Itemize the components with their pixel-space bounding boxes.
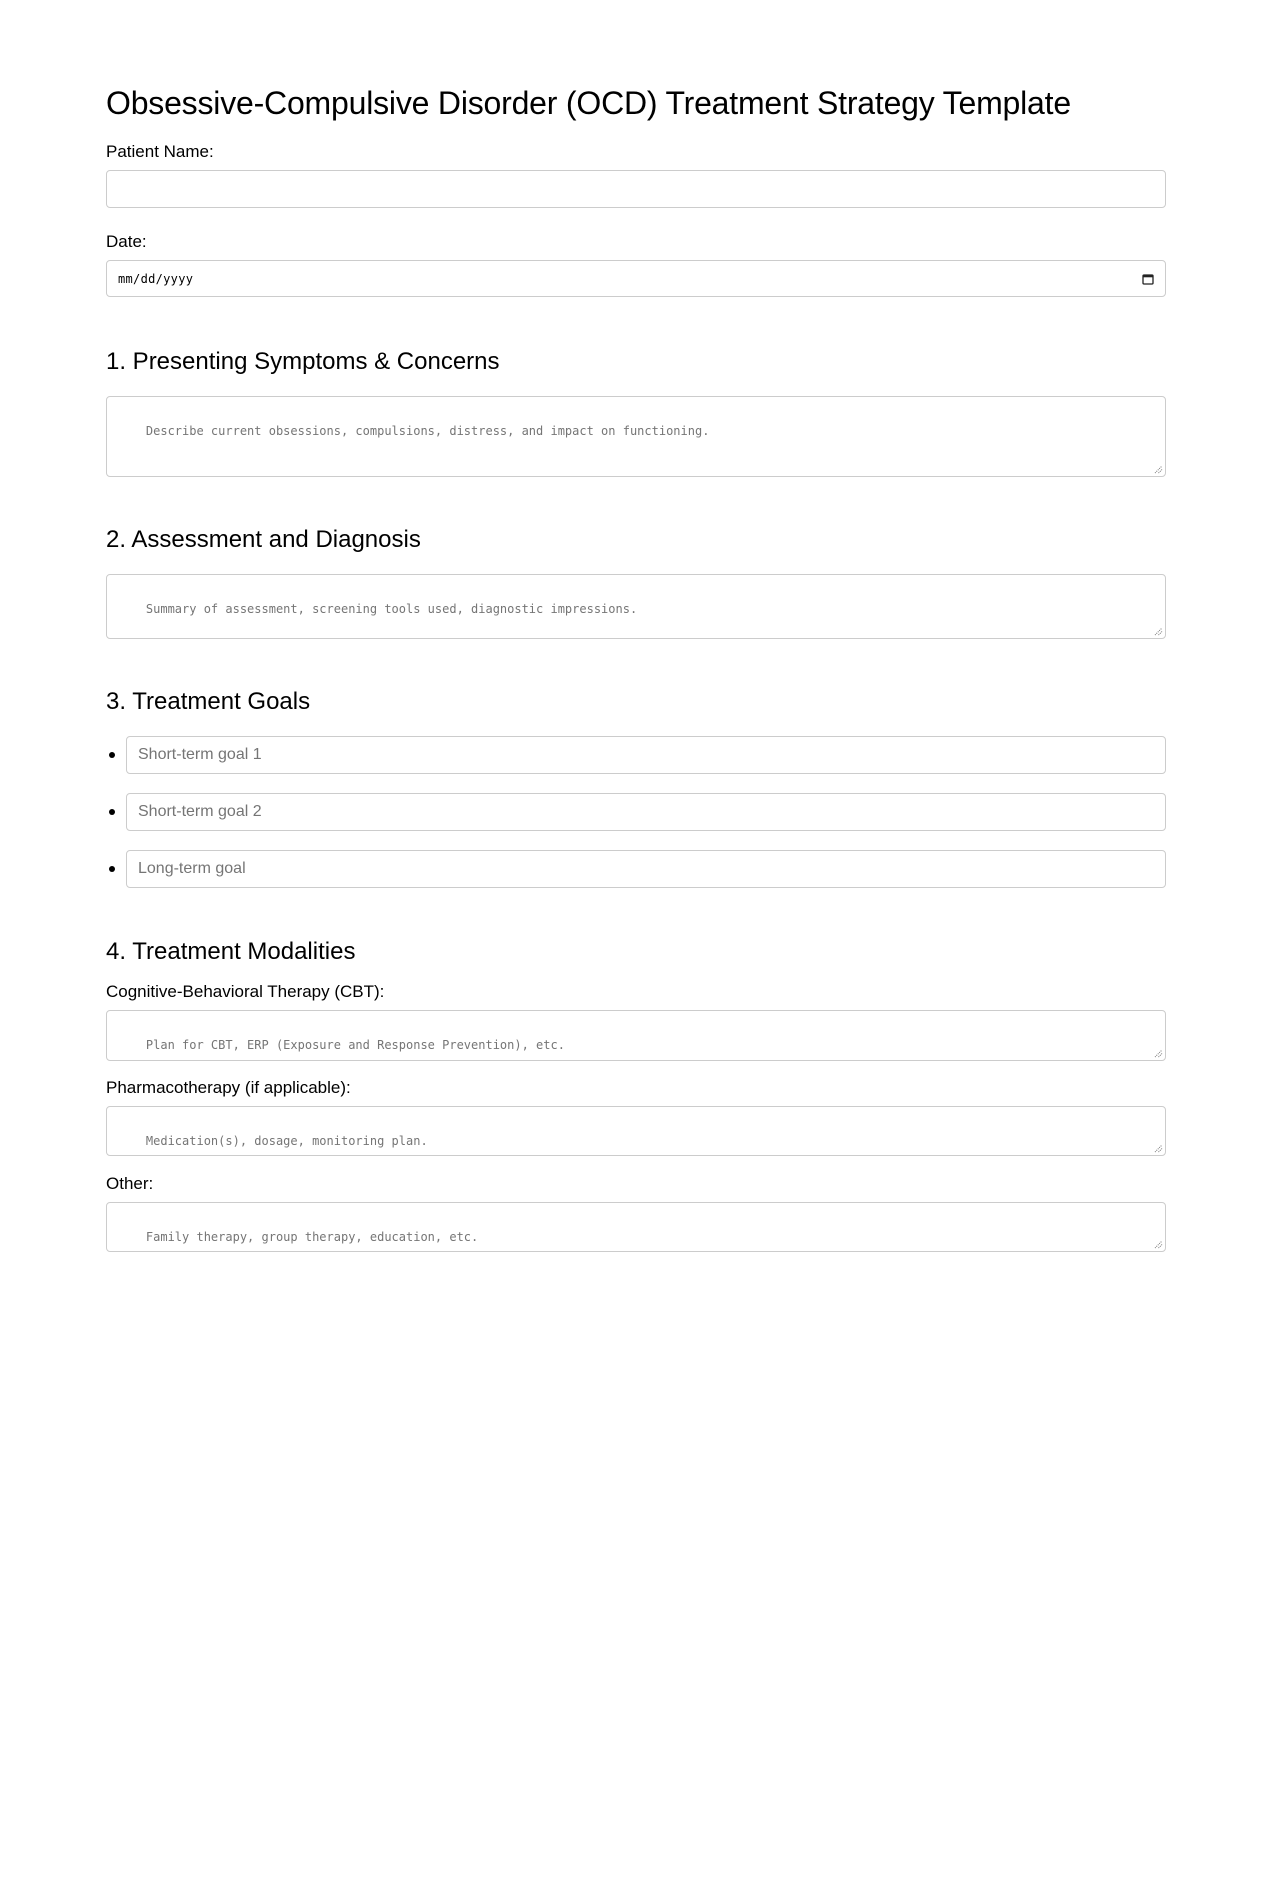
patient-name-input[interactable] [106, 170, 1166, 208]
date-placeholder: mm/dd/yyyy [118, 271, 194, 286]
cbt-placeholder: Plan for CBT, ERP (Exposure and Response Prevention), etc. [145, 1038, 565, 1052]
resize-grip-icon[interactable] [1154, 465, 1163, 474]
section-heading-modalities: 4. Treatment Modalities [106, 938, 356, 965]
goal-item [106, 850, 1166, 888]
date-label: Date: [106, 232, 147, 251]
section-heading-assessment: 2. Assessment and Diagnosis [106, 526, 421, 553]
calendar-icon[interactable] [1141, 272, 1155, 286]
symptoms-placeholder: Describe current obsessions, compulsions, distress, and impact on functioning. [145, 424, 710, 438]
resize-grip-icon[interactable] [1154, 627, 1163, 636]
pharmacotherapy-textarea[interactable] [106, 1106, 1166, 1156]
pharmacotherapy-placeholder: Medication(s), dosage, monitoring plan. [145, 1134, 428, 1148]
bullet-icon [106, 752, 126, 758]
assessment-textarea[interactable] [106, 574, 1166, 639]
other-textarea[interactable] [106, 1202, 1166, 1252]
section-heading-symptoms: 1. Presenting Symptoms & Concerns [106, 348, 500, 375]
goal-item [106, 736, 1166, 774]
symptoms-textarea[interactable] [106, 396, 1166, 477]
long-term-goal-input[interactable] [126, 850, 1166, 888]
goal-placeholder: Long-term goal [138, 860, 246, 877]
patient-name-label: Patient Name: [106, 142, 214, 161]
pharmacotherapy-label: Pharmacotherapy (if applicable): [106, 1078, 351, 1097]
cbt-textarea[interactable] [106, 1010, 1166, 1061]
other-placeholder: Family therapy, group therapy, education, etc. [145, 1230, 479, 1244]
other-label: Other: [106, 1174, 154, 1193]
resize-grip-icon[interactable] [1154, 1049, 1163, 1058]
resize-grip-icon[interactable] [1154, 1144, 1163, 1153]
bullet-icon [106, 866, 126, 872]
goal-item [106, 793, 1166, 831]
resize-grip-icon[interactable] [1154, 1240, 1163, 1249]
short-term-goal-1-input[interactable] [126, 736, 1166, 774]
bullet-icon [106, 809, 126, 815]
cbt-label: Cognitive-Behavioral Therapy (CBT): [106, 982, 385, 1001]
goals-list [106, 736, 1166, 888]
date-input[interactable] [106, 260, 1166, 297]
section-heading-goals: 3. Treatment Goals [106, 688, 311, 715]
page-title: Obsessive-Compulsive Disorder (OCD) Treatment Strategy Template [106, 85, 1071, 121]
goal-placeholder: Short-term goal 2 [138, 803, 262, 820]
goal-placeholder: Short-term goal 1 [138, 746, 262, 763]
short-term-goal-2-input[interactable] [126, 793, 1166, 831]
treatment-strategy-form [106, 0, 1166, 1252]
assessment-placeholder: Summary of assessment, screening tools used, diagnostic impressions. [145, 602, 638, 616]
